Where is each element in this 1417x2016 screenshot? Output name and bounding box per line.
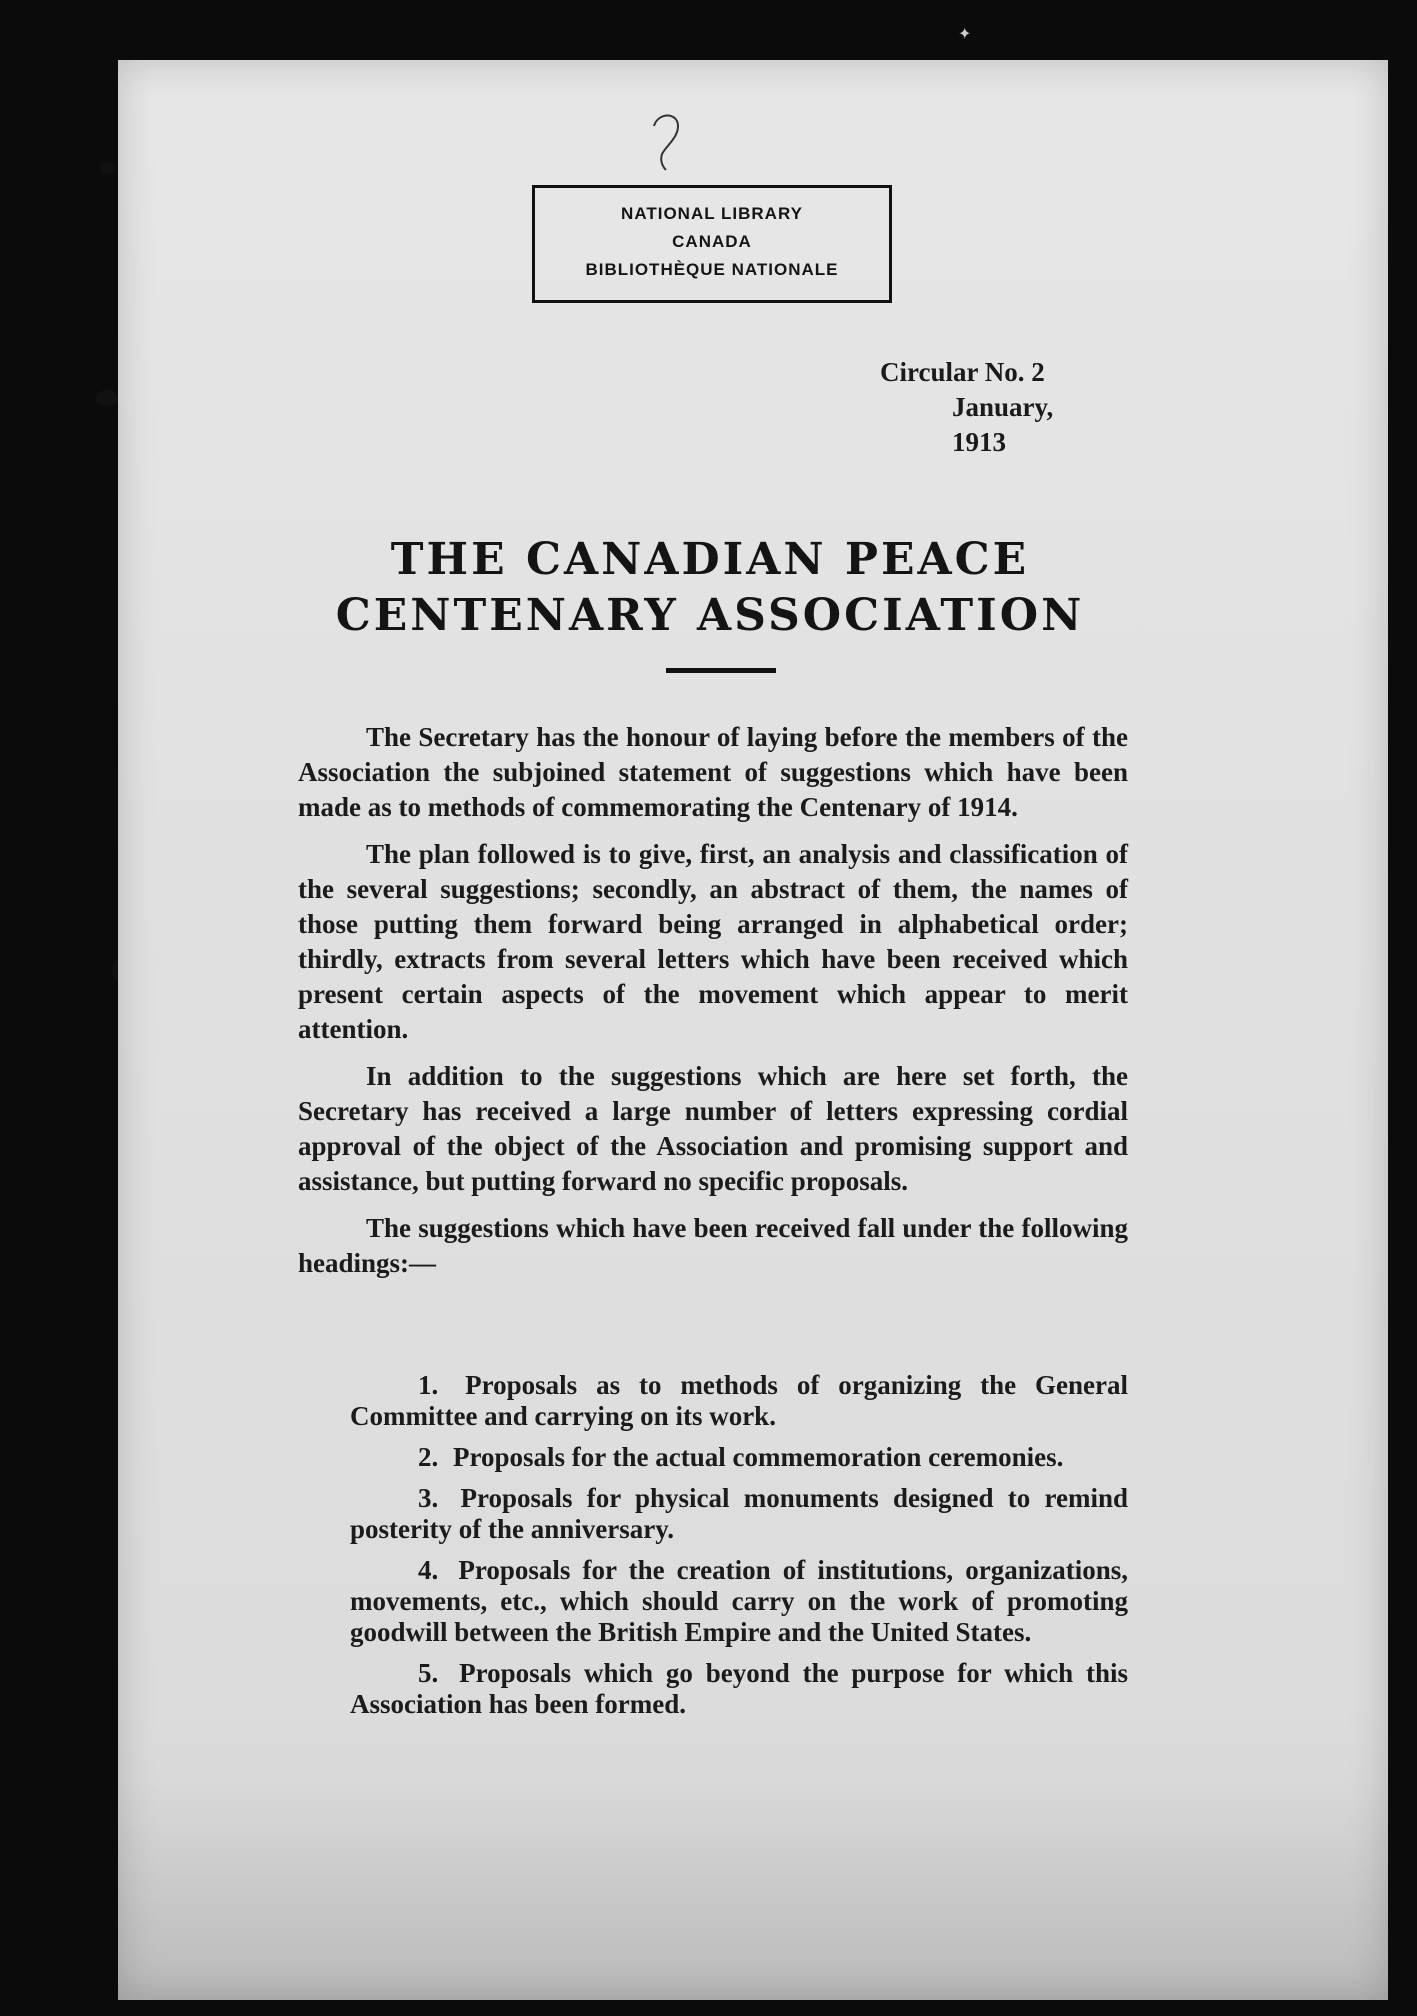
paragraph: The suggestions which have been received fall under the following headings:—	[298, 1213, 1128, 1278]
circular-date: January, 1913	[952, 392, 1054, 457]
stamp-line-2: CANADA	[672, 232, 752, 251]
list-item-number: 3.	[418, 1483, 439, 1513]
list-item-number: 4.	[418, 1555, 439, 1585]
list-item	[350, 1370, 1128, 1432]
stamp-line-3: BIBLIOTHÈQUE NATIONALE	[585, 260, 839, 279]
list-item-number: 1.	[418, 1370, 439, 1400]
circular-header	[880, 355, 1080, 460]
headings-list	[350, 1370, 1128, 1730]
title-line-2: CENTENARY ASSOCIATION	[335, 590, 1085, 641]
film-speck-mark: ✦	[958, 26, 972, 43]
list-item-number: 5.	[418, 1658, 439, 1688]
list-item-text: Proposals for the actual commemoration ceremonies.	[453, 1442, 1064, 1472]
title-line-1: THE CANADIAN PEACE	[390, 534, 1030, 585]
list-item	[350, 1555, 1128, 1648]
title-rule	[666, 668, 776, 673]
list-item-text: Proposals for physical monuments designed to remind posterity of the anniversary.	[350, 1483, 1129, 1544]
paragraph: The Secretary has the honour of laying before the members of the Association the subjoined statement of suggestions which have been made as to methods of commemorating the Centenary of 1914.	[298, 722, 1128, 822]
list-item	[350, 1483, 1128, 1545]
list-item-number: 2.	[418, 1442, 439, 1472]
stamp-line-1: NATIONAL LIBRARY	[621, 204, 803, 223]
list-item	[350, 1658, 1128, 1720]
list-item-text: Proposals for the creation of institutions, organizations, movements, etc., which should carry on the work of promoting goodwill between the British Empire and the United States.	[350, 1555, 1128, 1647]
document-title	[260, 532, 1160, 644]
paragraph: In addition to the suggestions which are here set forth, the Secretary has received a large number of letters expressing cordial approval of the object of the Association and promising support and assistance, but putting forward no specific proposals.	[298, 1061, 1128, 1196]
paragraph: The plan followed is to give, first, an analysis and classification of the several suggestions; secondly, an abstract of them, the names of those putting them forward being arranged in alphabetical order; thirdly, extracts from several letters which have been received which present certain aspects of the movement which appear to merit attention.	[298, 839, 1128, 1044]
document-body	[298, 720, 1128, 1293]
library-stamp	[532, 185, 892, 303]
page-shadow	[118, 1780, 1388, 2000]
circular-number: Circular No. 2	[880, 357, 1045, 387]
list-item	[350, 1442, 1128, 1473]
pencil-annotation-mark	[648, 112, 688, 182]
list-item-text: Proposals which go beyond the purpose for which this Association has been formed.	[350, 1658, 1129, 1719]
list-item-text: Proposals as to methods of organizing the General Committee and carrying on its work.	[350, 1370, 1129, 1431]
